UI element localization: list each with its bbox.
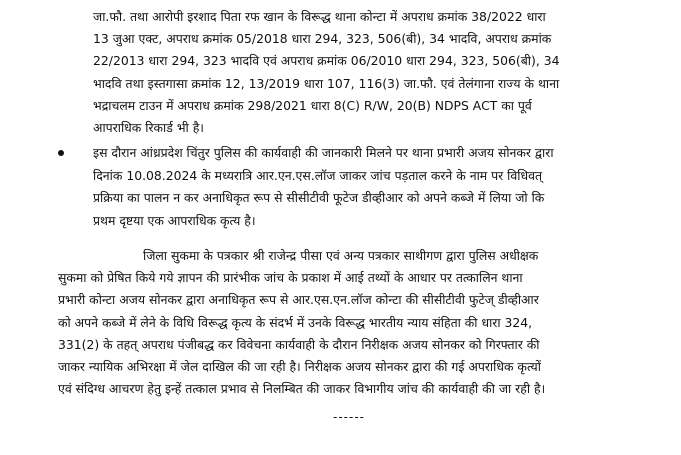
paragraph2-line4: प्रथम दृष्टया एक आपराधिक कृत्य है। [93, 213, 256, 228]
paragraph2-line1: इस दौरान आंध्रप्रदेश चिंतुर पुलिस की कार्यवाही की जानकारी मिलने पर थाना प्रभारी अजय सोनकर द्वारा [93, 145, 554, 160]
paragraph3-line5: 331(2) के तहत् अपराध पंजीबद्ध कर विवेचना कार्यवाही के दौरान निरीक्षक अजय सोनकर को गिरफ्तार की [58, 337, 540, 352]
paragraph3-line7: एवं संदिग्ध आचरण हेतु इन्हें तत्काल प्रभाव से निलम्बित की जाकर विभागीय जांच की कार्यवाही की जा रही है। [58, 381, 546, 396]
paragraph3-line3: प्रभारी कोन्टा अजय सोनकर द्वारा अनाधिकृत रूप से आर.एस.एन.लॉज कोन्टा की सीसीटीवी फुटेज् डीव्हीआर [58, 292, 539, 307]
end-separator: ------ [333, 410, 365, 424]
paragraph2-line3: प्रक्रिया का पालन न कर अनाधिकृत रूप से सीसीटीवी फूटेज डीव्हीआर को अपने कब्जे में लिया जो कि [93, 190, 545, 205]
paragraph3-line4: को अपने कब्जे में लेने के विधि विरूद्ध कृत्य के संदर्भ में उनके विरूद्ध भारतीय न्याय संहिता की धारा 324, [58, 315, 533, 330]
bullet-point [58, 150, 64, 156]
paragraph2-line2: दिनांक 10.08.2024 के मध्यरात्रि आर.एन.एस.लॉज जाकर जांच पड़ताल करने के नाम पर विधिवत् [93, 168, 543, 183]
paragraph3-line2: सुकमा को प्रेषित किये गये ज्ञापन की प्रारंभीक जांच के प्रकाश में आई तथ्यों के आधार पर तत्कालिन थाना [58, 270, 523, 285]
paragraph3-line1: जिला सुकमा के पत्रकार श्री राजेन्द्र पीसा एवं अन्य पत्रकार साथीगण द्वारा पुलिस अधीक्षक [143, 248, 539, 263]
paragraph1-line2: 13 जुआ एक्ट, अपराध क्रमांक 05/2018 धारा 294, 323, 506(बी), 34 भादवि, अपराध क्रमांक [93, 31, 552, 46]
paragraph1-line6: आपराधिक रिकार्ड भी है। [93, 120, 204, 135]
paragraph1-line5: भद्राचलम टाउन में अपराध क्रमांक 298/2021 धारा 8(C) R/W, 20(B) NDPS ACT का पूर्व [93, 98, 532, 113]
paragraph1-line3: 22/2013 धारा 294, 323 भादवि एवं अपराध क्रमांक 06/2010 धारा 294, 323, 506(बी), 34 [93, 53, 560, 68]
paragraph1-line1: जा.फौ. तथा आरोपी इरशाद पिता रफ खान के विरूद्ध थाना कोन्टा में अपराध क्रमांक 38/2022 धारा [93, 9, 546, 24]
paragraph3-line6: जाकर न्यायिक अभिरक्षा में जेल दाखिल की जा रही है। निरीक्षक अजय सोनकर द्वारा की गई अपराधिक कृत्यों [58, 359, 541, 374]
paragraph1-line4: भादवि तथा इस्तगासा क्रमांक 12, 13/2019 धारा 107, 116(3) जा.फौ. एवं तेलंगाना राज्य के थाना [93, 76, 560, 91]
